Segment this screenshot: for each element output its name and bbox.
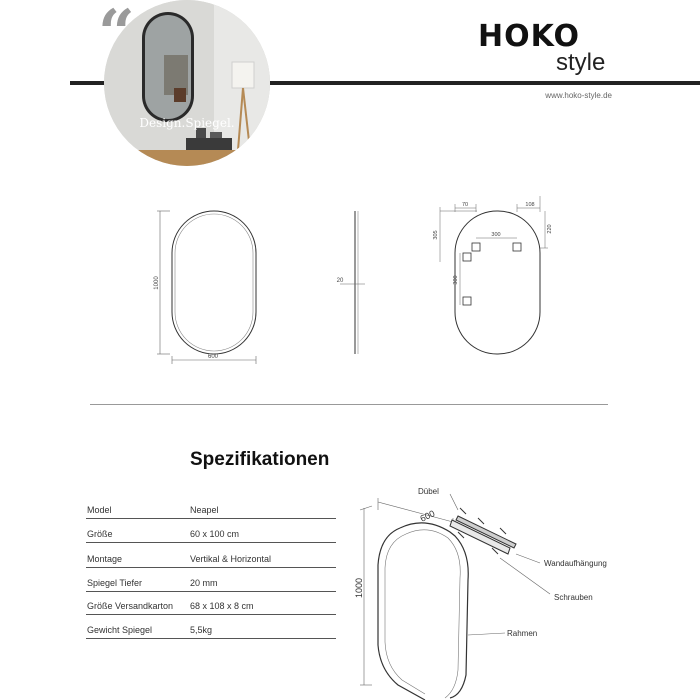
spec-value: 60 x 100 cm <box>190 529 240 539</box>
spec-value: 68 x 108 x 8 cm <box>190 601 254 611</box>
section-divider <box>90 404 608 405</box>
spec-row-mounting <box>86 552 336 568</box>
spec-label: Gewicht Spiegel <box>87 625 153 635</box>
spec-title: Spezifikationen <box>190 449 330 470</box>
label-rahmen: Rahmen <box>507 629 538 638</box>
spec-value: 20 mm <box>190 578 218 588</box>
label-dubel: Dübel <box>418 487 439 496</box>
brand-subtitle: style <box>556 49 606 76</box>
back-dim-300-top: 300 <box>491 232 501 238</box>
website-url: www.hoko-style.de <box>545 91 612 100</box>
back-dim-108: 108 <box>525 202 535 208</box>
label-wandaufhangung: Wandaufhängung <box>544 559 607 568</box>
isometric-drawing <box>340 470 700 700</box>
label-schrauben: Schrauben <box>554 593 593 602</box>
spec-label: Spiegel Tiefer <box>87 578 143 588</box>
spec-value: 5,5kg <box>190 625 213 635</box>
back-view-drawing <box>440 196 548 354</box>
brand-logo: HOKO <box>478 19 581 54</box>
back-dim-300-left: 300 <box>453 275 459 285</box>
spec-row-box-size <box>86 599 336 615</box>
badge-text: Design.Spiegel. <box>139 116 235 130</box>
front-view-drawing <box>157 211 256 364</box>
spec-row-depth <box>86 576 336 592</box>
iso-height-label: 1000 <box>354 577 364 599</box>
spec-value: Neapel <box>190 505 219 515</box>
quote-icon: “ <box>98 0 129 71</box>
back-dim-220: 220 <box>547 224 553 234</box>
front-width-label: 600 <box>207 354 219 360</box>
side-depth-label: 20 <box>336 278 344 284</box>
back-dim-305: 305 <box>433 230 439 240</box>
spec-label: Montage <box>87 554 123 564</box>
spec-row-size <box>86 527 336 543</box>
front-height-label: 1000 <box>154 276 160 290</box>
spec-row-weight <box>86 623 336 639</box>
spec-label: Größe <box>87 529 113 539</box>
spec-row-model <box>86 503 336 519</box>
spec-label: Größe Versandkarton <box>87 601 174 611</box>
spec-value: Vertikal & Horizontal <box>190 554 272 564</box>
spec-label: Model <box>87 505 112 515</box>
iso-width-label: 600 <box>418 508 437 524</box>
back-dim-70: 70 <box>461 202 469 208</box>
side-view-drawing <box>340 211 365 354</box>
